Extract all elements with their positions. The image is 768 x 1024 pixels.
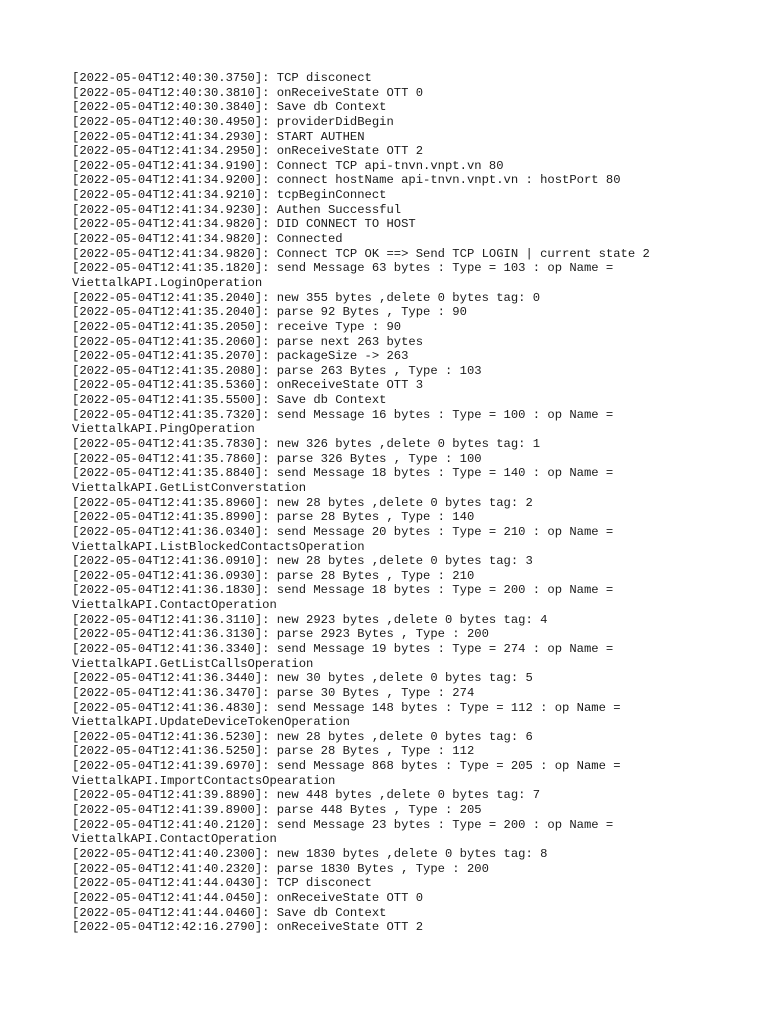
log-line: ViettalkAPI.GetListConverstation bbox=[72, 480, 307, 495]
log-line: [2022-05-04T12:41:35.2080]: parse 263 Bytes , Type : 103 bbox=[72, 363, 482, 378]
log-line: [2022-05-04T12:41:35.8990]: parse 28 Bytes , Type : 140 bbox=[72, 510, 475, 525]
log-line: [2022-05-04T12:41:36.3340]: send Message 19 bytes : Type = 274 : op Name = bbox=[72, 641, 614, 656]
log-line: [2022-05-04T12:41:34.9190]: Connect TCP api-tnvn.vnpt.vn 80 bbox=[72, 158, 504, 173]
log-line: [2022-05-04T12:41:34.9820]: Connect TCP OK ==> Send TCP LOGIN | current state 2 bbox=[72, 246, 650, 261]
log-line: [2022-05-04T12:41:34.2930]: START AUTHEN bbox=[72, 129, 365, 144]
log-line: [2022-05-04T12:41:39.8900]: parse 448 Bytes , Type : 205 bbox=[72, 803, 482, 818]
log-line: [2022-05-04T12:41:39.8890]: new 448 bytes ,delete 0 bytes tag: 7 bbox=[72, 788, 541, 803]
log-line: [2022-05-04T12:41:40.2320]: parse 1830 Bytes , Type : 200 bbox=[72, 861, 489, 876]
log-line: [2022-05-04T12:41:35.5500]: Save db Context bbox=[72, 393, 387, 408]
log-line: [2022-05-04T12:41:44.0430]: TCP disconect bbox=[72, 876, 372, 891]
log-line: [2022-05-04T12:41:34.9210]: tcpBeginConnect bbox=[72, 188, 387, 203]
log-line: [2022-05-04T12:41:36.3440]: new 30 bytes ,delete 0 bytes tag: 5 bbox=[72, 671, 533, 686]
log-line: [2022-05-04T12:41:44.0450]: onReceiveState OTT 0 bbox=[72, 890, 424, 905]
log-line: [2022-05-04T12:40:30.3750]: TCP disconect bbox=[72, 71, 372, 85]
log-line: [2022-05-04T12:41:40.2300]: new 1830 bytes ,delete 0 bytes tag: 8 bbox=[72, 846, 548, 861]
log-line: [2022-05-04T12:41:35.7860]: parse 326 Bytes , Type : 100 bbox=[72, 451, 482, 466]
log-line: ViettalkAPI.ContactOperation bbox=[72, 832, 277, 847]
log-line: [2022-05-04T12:41:35.2060]: parse next 263 bytes bbox=[72, 334, 424, 349]
log-line: ViettalkAPI.PingOperation bbox=[72, 422, 255, 437]
log-line: [2022-05-04T12:41:35.5360]: onReceiveState OTT 3 bbox=[72, 378, 424, 393]
log-line: [2022-05-04T12:40:30.4950]: providerDidBegin bbox=[72, 114, 394, 129]
log-line: [2022-05-04T12:41:35.1820]: send Message 63 bytes : Type = 103 : op Name = bbox=[72, 261, 614, 276]
log-line: [2022-05-04T12:41:36.1830]: send Message 18 bytes : Type = 200 : op Name = bbox=[72, 583, 614, 598]
log-line: [2022-05-04T12:40:30.3810]: onReceiveState OTT 0 bbox=[72, 85, 424, 100]
log-line: [2022-05-04T12:41:36.5230]: new 28 bytes ,delete 0 bytes tag: 6 bbox=[72, 729, 533, 744]
log-line: [2022-05-04T12:41:35.8960]: new 28 bytes ,delete 0 bytes tag: 2 bbox=[72, 495, 533, 510]
log-line: ViettalkAPI.ListBlockedContactsOperation bbox=[72, 539, 365, 554]
log-line: [2022-05-04T12:41:35.7830]: new 326 bytes ,delete 0 bytes tag: 1 bbox=[72, 437, 541, 452]
log-line: ViettalkAPI.ImportContactsOpearation bbox=[72, 773, 336, 788]
log-line: [2022-05-04T12:41:36.0910]: new 28 bytes ,delete 0 bytes tag: 3 bbox=[72, 554, 533, 569]
log-line: [2022-05-04T12:41:35.7320]: send Message 16 bytes : Type = 100 : op Name = bbox=[72, 407, 614, 422]
log-line: [2022-05-04T12:41:34.2950]: onReceiveState OTT 2 bbox=[72, 144, 424, 159]
log-line: ViettalkAPI.GetListCallsOperation bbox=[72, 656, 314, 671]
log-line: [2022-05-04T12:41:35.2040]: new 355 bytes ,delete 0 bytes tag: 0 bbox=[72, 290, 541, 305]
log-line: [2022-05-04T12:41:34.9200]: connect hostName api-tnvn.vnpt.vn : hostPort 80 bbox=[72, 173, 621, 188]
log-line: [2022-05-04T12:41:36.5250]: parse 28 Bytes , Type : 112 bbox=[72, 744, 475, 759]
log-line: [2022-05-04T12:41:36.3130]: parse 2923 Bytes , Type : 200 bbox=[72, 627, 489, 642]
log-line: [2022-05-04T12:41:34.9820]: Connected bbox=[72, 232, 343, 247]
log-line: [2022-05-04T12:42:16.2790]: onReceiveState OTT 2 bbox=[72, 920, 424, 935]
log-line: [2022-05-04T12:41:36.0340]: send Message 20 bytes : Type = 210 : op Name = bbox=[72, 524, 614, 539]
log-line: [2022-05-04T12:40:30.3840]: Save db Context bbox=[72, 100, 387, 115]
log-line: [2022-05-04T12:41:35.2050]: receive Type : 90 bbox=[72, 319, 402, 334]
log-line: [2022-05-04T12:41:34.9820]: DID CONNECT TO HOST bbox=[72, 217, 416, 232]
log-line: [2022-05-04T12:41:36.3470]: parse 30 Bytes , Type : 274 bbox=[72, 685, 475, 700]
log-line: [2022-05-04T12:41:40.2120]: send Message 23 bytes : Type = 200 : op Name = bbox=[72, 817, 614, 832]
log-line: [2022-05-04T12:41:36.3110]: new 2923 bytes ,delete 0 bytes tag: 4 bbox=[72, 612, 548, 627]
log-line: [2022-05-04T12:41:44.0460]: Save db Context bbox=[72, 905, 387, 920]
log-text-block bbox=[72, 71, 752, 935]
log-line: [2022-05-04T12:41:35.2070]: packageSize -> 263 bbox=[72, 349, 409, 364]
log-line: [2022-05-04T12:41:36.0930]: parse 28 Bytes , Type : 210 bbox=[72, 568, 475, 583]
log-line: ViettalkAPI.UpdateDeviceTokenOperation bbox=[72, 715, 350, 730]
log-line: [2022-05-04T12:41:35.8840]: send Message 18 bytes : Type = 140 : op Name = bbox=[72, 466, 614, 481]
log-line: ViettalkAPI.ContactOperation bbox=[72, 598, 277, 613]
log-line: [2022-05-04T12:41:36.4830]: send Message 148 bytes : Type = 112 : op Name = bbox=[72, 700, 621, 715]
log-line: [2022-05-04T12:41:39.6970]: send Message 868 bytes : Type = 205 : op Name = bbox=[72, 759, 621, 774]
log-line: [2022-05-04T12:41:35.2040]: parse 92 Bytes , Type : 90 bbox=[72, 305, 467, 320]
log-line: [2022-05-04T12:41:34.9230]: Authen Successful bbox=[72, 202, 402, 217]
log-line: ViettalkAPI.LoginOperation bbox=[72, 275, 263, 290]
